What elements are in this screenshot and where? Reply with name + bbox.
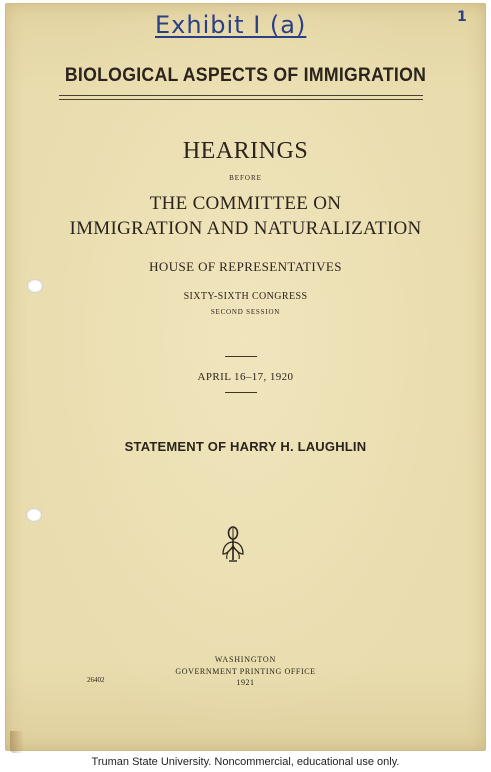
hearing-date: APRIL 16–17, 1920 <box>197 371 294 383</box>
hearings-heading: HEARINGS <box>182 138 309 164</box>
session-label: SECOND SESSION <box>210 308 281 316</box>
before-label: BEFORE <box>229 174 262 182</box>
imprint-city: WASHINGTON <box>214 655 277 664</box>
congress-label: SIXTY-SIXTH CONGRESS <box>183 291 308 302</box>
exhibit-label: Exhibit I (a) <box>155 11 307 39</box>
date-rule-top <box>225 356 257 357</box>
statement-title: STATEMENT OF HARRY H. LAUGHLIN <box>124 439 367 454</box>
footer-credit: Truman State University. Noncommercial, educational use only. <box>91 756 400 768</box>
document-page <box>5 3 486 751</box>
document-title: BIOLOGICAL ASPECTS OF IMMIGRATION <box>64 65 427 86</box>
date-rule-bottom <box>225 392 257 393</box>
punch-hole-top <box>27 279 43 293</box>
document-number: 26402 <box>87 676 105 684</box>
government-printing-office-emblem-icon <box>220 524 246 564</box>
imprint-office: GOVERNMENT PRINTING OFFICE <box>175 667 316 676</box>
committee-line-1: THE COMMITTEE ON <box>149 193 342 214</box>
committee-line-2: IMMIGRATION AND NATURALIZATION <box>69 218 422 239</box>
title-double-rule <box>59 95 423 100</box>
punch-hole-bottom <box>26 508 42 522</box>
page-corner-wear <box>10 731 24 753</box>
handwritten-page-mark: 1 <box>457 9 467 25</box>
house-label: HOUSE OF REPRESENTATIVES <box>149 259 342 274</box>
imprint-year: 1921 <box>236 678 255 687</box>
